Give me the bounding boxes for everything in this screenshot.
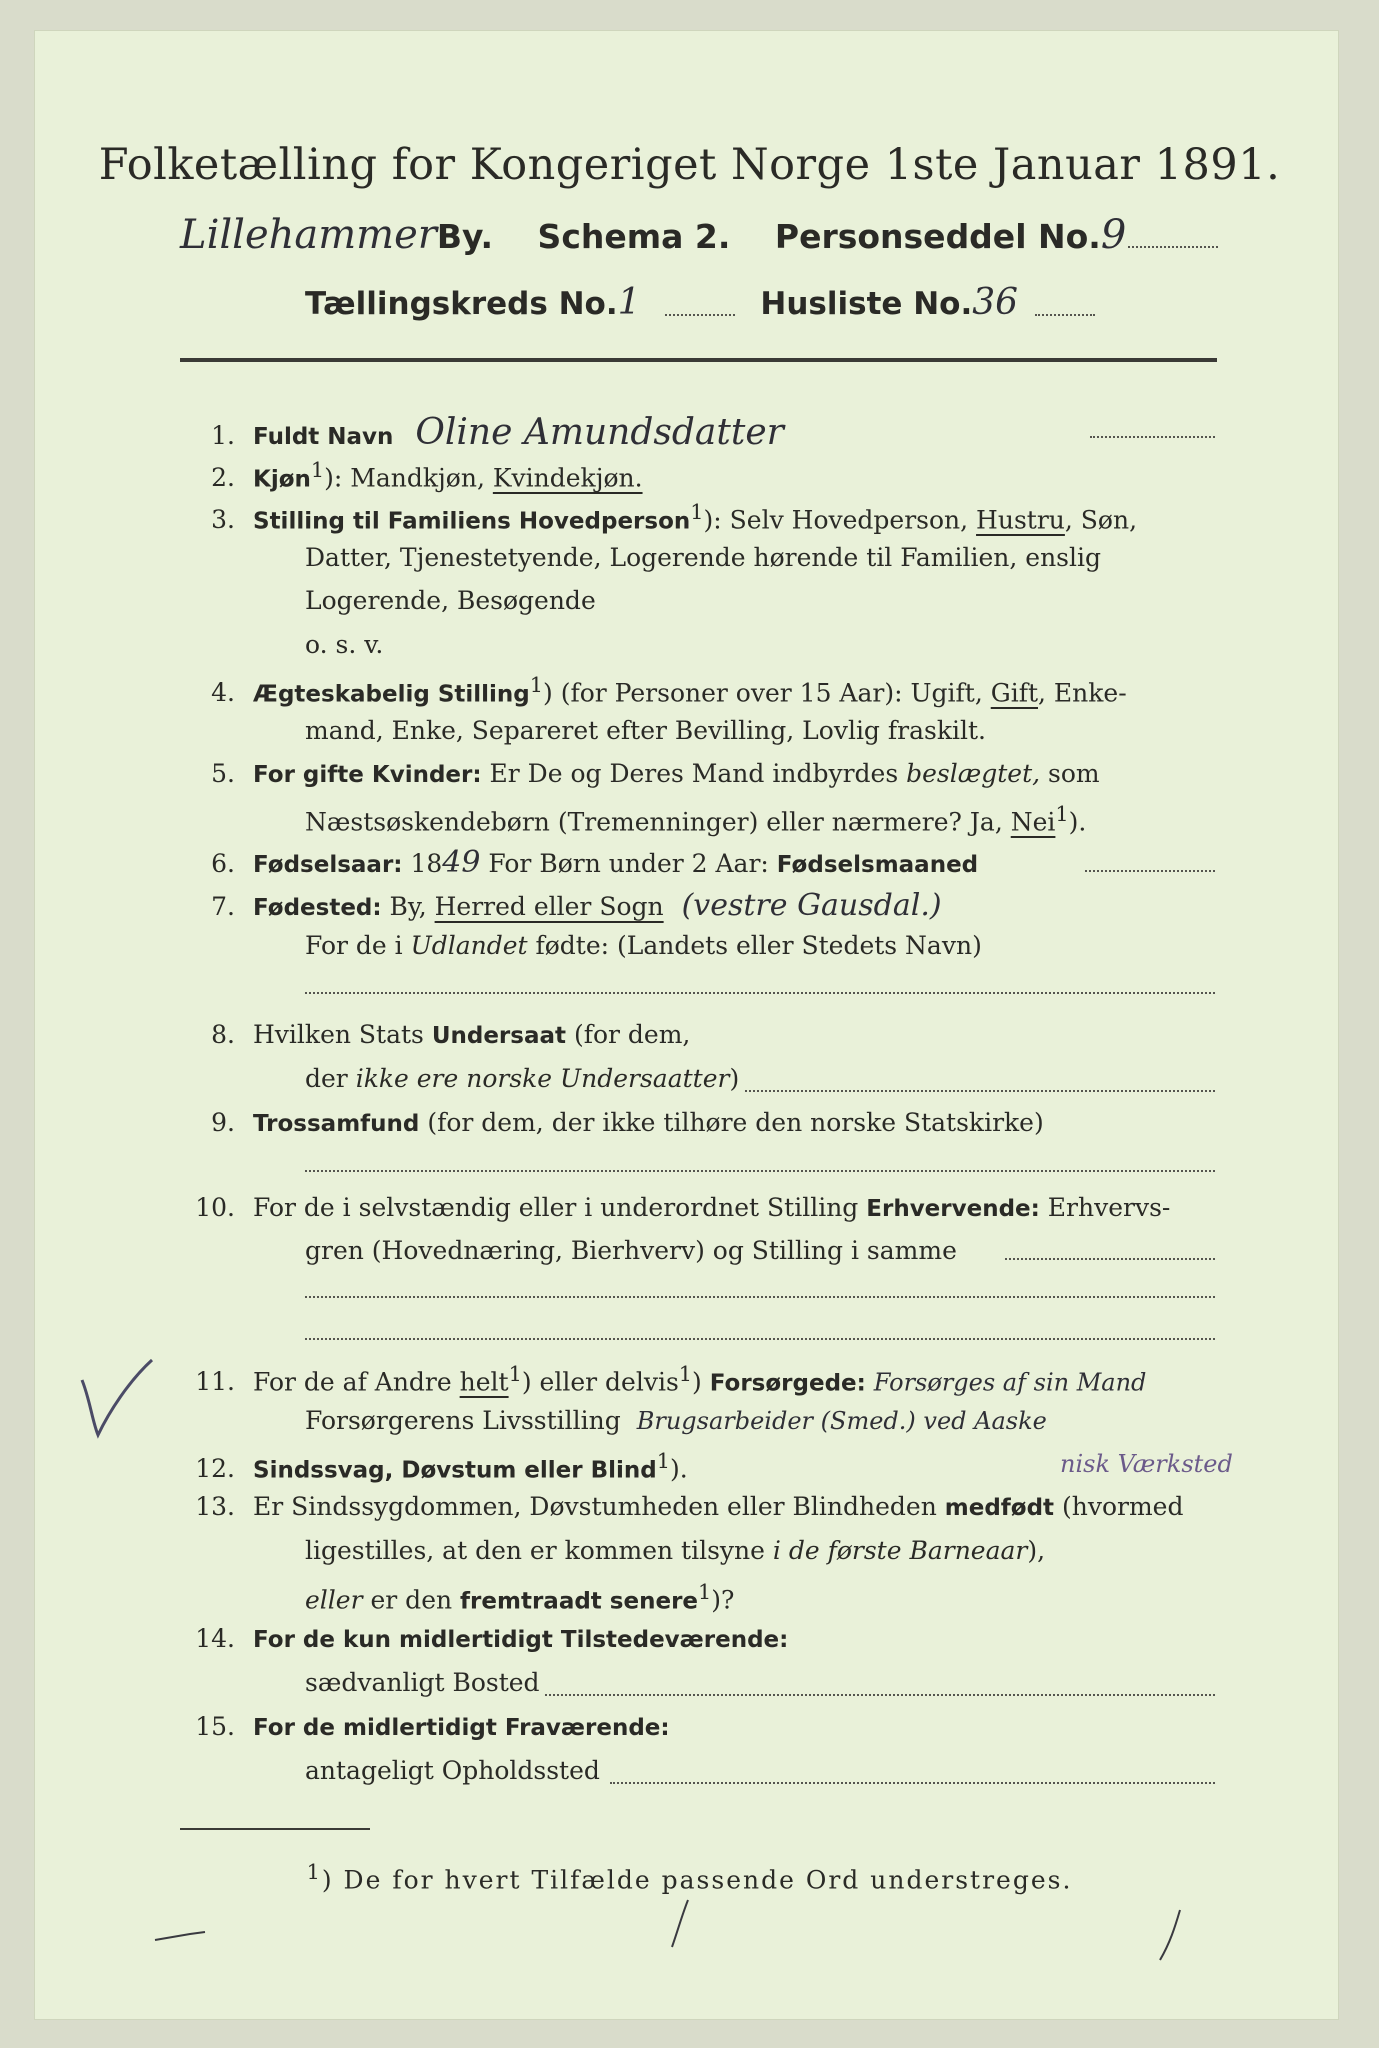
item-text: For de i [305,931,411,960]
dotted-line [745,1090,1215,1092]
provider-occupation-continuation: nisk Værksted [1060,1450,1233,1478]
birth-year-value: 49 [442,845,481,880]
item-label: Erhvervende: [866,1196,1040,1222]
item-number: 10. [195,1193,235,1222]
item-label: Ægteskabelig Stilling [253,681,530,708]
item-text: Forsørgerens Livsstilling [305,1406,621,1435]
kreds-number: 1 [617,282,641,323]
dotted-line [305,1170,1215,1172]
item-number: 1. [211,421,235,450]
footnote-ref: 1 [508,1362,522,1386]
item-text: ) (for Personer over 15 Aar): Ugift, [543,678,991,708]
item-text: som [1040,759,1100,788]
form-title: Folketælling for Kongeriget Norge 1ste Januar 1891. [98,140,1281,190]
schema-label: Schema 2. [537,217,731,256]
underlined-option: Nei [1010,807,1056,837]
dotted-line [1085,870,1215,872]
item-italic: beslægtet, [906,759,1041,788]
item-label: medfødt [944,1495,1055,1521]
item-italic: i de første Barneaar [772,1536,1028,1565]
item-11-line-2 [305,1406,1047,1435]
item-text: fødte: (Landets eller Stedets Navn) [527,931,982,960]
dotted-line [545,1694,1215,1696]
footnote [0,1860,1379,1894]
item-8-line-2 [305,1064,739,1093]
item-label: Fødselsaar: [253,852,403,878]
item-12 [155,1449,688,1483]
item-text: For Børn under 2 Aar: [480,849,777,878]
by-label: By. [436,217,494,256]
husliste-label: Husliste No. [760,286,973,322]
underlined-option: Gift [990,678,1038,708]
item-5-line-2 [305,802,1086,836]
item-label: Fuldt Navn [253,424,394,450]
item-3 [155,500,1137,534]
item-text: ): Mandkjøn, [324,463,493,493]
header-line-by [180,212,1126,258]
item-6 [155,845,978,880]
underlined-option: Hustru [976,505,1065,535]
item-text: )? [711,1585,735,1615]
check-mark-icon [70,1340,160,1450]
item-number: 12. [195,1454,235,1484]
item-number: 15. [195,1712,235,1741]
item-text: Hvilken Stats [253,1020,432,1049]
item-text: ligestilles, at den er kommen tilsyne [305,1536,773,1565]
item-15-line-2: antageligt Opholdssted [305,1756,600,1785]
personseddel-number: 9 [1100,212,1127,258]
item-4-line-2: mand, Enke, Separeret efter Bevilling, Lovlig fraskilt. [305,716,986,745]
footnote-ref: 1 [698,1580,712,1604]
dotted-line [610,1782,1215,1784]
item-text: (for dem, der ikke tilhøre den norske Statskirke) [419,1108,1044,1137]
item-label: Fødested: [253,895,382,921]
provider-value: Forsørges af sin Mand [873,1368,1147,1397]
item-10 [155,1193,1170,1222]
item-text: (hvormed [1054,1492,1184,1521]
footnote-rule [180,1828,370,1830]
item-text: ): Selv Hovedperson, [703,505,977,535]
item-label: For de midlertidigt Fraværende: [253,1715,670,1741]
item-text: ) eller delvis [521,1367,679,1397]
pen-mark-icon [660,1895,700,1955]
footnote-ref: 1 [529,673,544,697]
item-text: By, [381,892,435,921]
dotted-line [1090,436,1215,438]
underlined-option: helt [459,1367,509,1397]
item-text: (for dem, [566,1020,691,1049]
item-3-line-4: o. s. v. [305,630,384,659]
item-number: 11. [195,1367,235,1397]
item-text: ), [1027,1536,1046,1565]
item-14-line-2: sædvanligt Bosted [305,1668,540,1697]
item-label: Fødselsmaaned [776,852,979,878]
item-label: For gifte Kvinder: [253,762,482,788]
item-number: 13. [195,1492,235,1521]
item-14 [155,1624,788,1653]
item-text: ) [692,1367,710,1397]
footnote-ref: 1 [656,1449,671,1473]
item-number: 5. [211,759,235,788]
item-13-line-2 [305,1536,1045,1565]
item-label: For de kun midlertidigt Tilstedeværende: [253,1627,789,1653]
item-text: Er Sindssygdommen, Døvstumheden eller Blindheden [253,1492,945,1521]
item-number: 8. [211,1020,235,1049]
item-text: ). [670,1454,688,1484]
item-label: Kjøn [253,466,311,493]
footnote-text: ) De for hvert Tilfælde passende Ord understreges. [321,1865,1073,1895]
item-text: , Enke- [1038,678,1127,708]
item-text: der [305,1064,356,1093]
item-number: 7. [211,892,235,921]
item-italic: eller [305,1585,363,1615]
dotted-line [305,1338,1215,1340]
item-text: 18 [402,849,443,878]
item-2 [155,458,643,492]
item-italic: Udlandet [410,931,528,960]
item-text: For de i selvstændig eller i underordnet Stilling [253,1193,867,1222]
item-7 [155,888,942,923]
husliste-number: 36 [972,282,1019,323]
item-number: 2. [211,463,235,493]
dotted-line [305,1296,1215,1298]
item-8 [155,1020,690,1049]
footnote-ref: 1 [1055,802,1069,826]
birthplace-value: (vestre Gausdal.) [681,888,942,923]
item-15 [155,1712,670,1741]
item-number: 6. [211,849,235,878]
item-11 [155,1362,1146,1396]
dotted-line [1035,314,1095,316]
footnote-ref: 1 [678,1362,693,1386]
footnote-ref: 1 [310,458,325,482]
provider-occupation-value: Brugsarbeider (Smed.) ved Aaske [636,1407,1047,1435]
item-number: 3. [211,505,235,535]
item-text: ). [1068,807,1087,837]
item-text: ) [729,1064,740,1093]
item-text: Erhvervs- [1039,1193,1171,1222]
item-text: Er De og Deres Mand indbyrdes [481,759,907,788]
item-4 [155,673,1127,707]
item-label: Stilling til Familiens Hovedperson [253,508,691,535]
item-italic: ikke ere norske Undersaatter [355,1064,730,1093]
item-text: er den [362,1585,461,1615]
pen-mark-icon [150,1920,210,1950]
item-number: 4. [211,678,235,708]
dotted-line [305,992,1215,994]
item-label: fremtraadt senere [460,1588,699,1615]
item-label: Forsørgede: [709,1370,866,1397]
kreds-label: Tællingskreds No. [305,286,618,322]
header-rule [180,358,1217,362]
item-text: For de af Andre [253,1367,460,1397]
item-5 [155,759,1100,788]
pen-mark-icon [1150,1905,1190,1965]
dotted-line [1005,1258,1215,1260]
item-3-line-3: Logerende, Besøgende [305,586,596,615]
item-10-line-2: gren (Hovednæring, Bierhverv) og Stilling i samme [305,1236,957,1265]
item-number: 14. [195,1624,235,1653]
item-label: Trossamfund [253,1111,420,1137]
dotted-line [1128,246,1218,248]
town-handwritten: Lillehammer [180,212,437,258]
underlined-option: Herred eller Sogn [434,892,664,921]
full-name-value: Oline Amundsdatter [415,412,784,453]
item-number: 9. [211,1108,235,1137]
dotted-line [665,314,735,316]
item-9 [155,1108,1044,1137]
underlined-option: Kvindekjøn. [492,463,643,493]
item-label: Undersaat [431,1023,566,1049]
header-line-kreds [305,282,1018,323]
item-text: , Søn, [1064,505,1138,535]
item-label: Sindssvag, Døvstum eller Blind [253,1457,657,1484]
item-3-line-2: Datter, Tjenestetyende, Logerende hørende til Familien, enslig [305,543,1102,572]
item-1 [155,412,784,453]
item-13-line-3 [305,1580,734,1614]
personseddel-label: Personseddel No. [774,217,1101,256]
footnote-ref: 1 [306,1860,322,1884]
footnote-ref: 1 [690,500,704,524]
item-7-line-2 [305,931,982,960]
item-13 [155,1492,1183,1521]
item-text: Næstsøskendebørn (Tremenninger) eller nærmere? Ja, [305,807,1011,837]
